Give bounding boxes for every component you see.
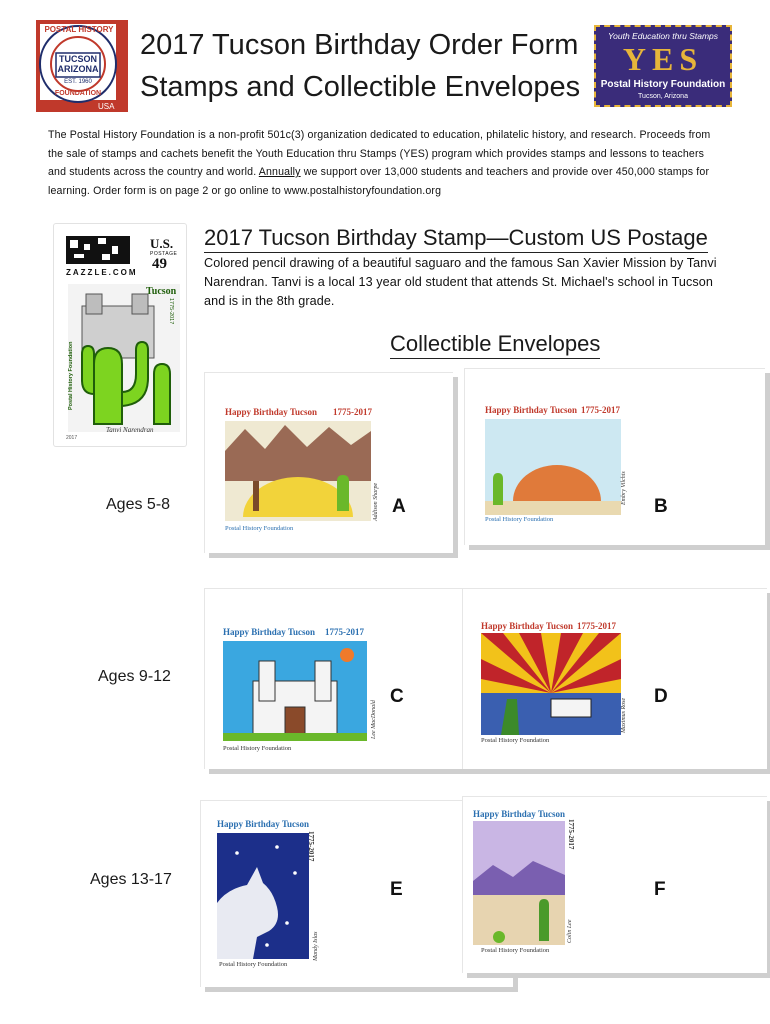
envelope-caption: Happy Birthday Tucson xyxy=(223,627,316,637)
intro-part-1: The Postal History Foundation is a non-profit 501c(3) organization dedicated to education, philatelic history, and research. Proceeds from the sale of stamps and cachets benefit the Youth Education thru Stamps (YES) program which provides stamps and lessons to teachers and students across the country and world. xyxy=(48,129,711,178)
envelope-letter: F xyxy=(654,879,666,900)
envelope-years: 1775-2017 xyxy=(577,621,616,631)
envelope-footer: Postal History Foundation xyxy=(481,947,550,954)
envelope-footer: Postal History Foundation xyxy=(481,737,550,744)
envelope-caption: Happy Birthday Tucson xyxy=(217,819,310,829)
envelope-card xyxy=(462,796,767,973)
envelope-years: 1775-2017 xyxy=(307,831,315,862)
logo-center-line1: TUCSON xyxy=(59,54,97,64)
envelope-artist: Mandy Islas xyxy=(313,931,319,961)
stamp-city: Tucson xyxy=(146,286,177,297)
stamp-heading: 2017 Tucson Birthday Stamp—Custom US Postage xyxy=(204,224,708,253)
stamp-value: 49 xyxy=(152,256,167,272)
stamp-artist: Tanvi Narendran xyxy=(106,426,154,434)
stamp-year: 2017 xyxy=(66,435,78,441)
envelope-years: 1775-2017 xyxy=(333,407,372,417)
intro-part-2: we support over 13,000 students and teachers and provide over 450,000 stamps for learning. Order form is on page 2 or go online to www.postalhistoryfoundation.org xyxy=(48,166,710,197)
stamp-description: Colored pencil drawing of a beautiful saguaro and the famous San Xavier Mission by Tanvi Narendran. Tanvi is a local 13 year old student that attends St. Michael's school in Tucson and is in the 8th grade. xyxy=(204,256,717,308)
stamp-side-text: Postal History Foundation xyxy=(68,341,74,410)
stamp-brand: ZAZZLE.COM xyxy=(66,268,138,277)
logo-bottom-text: FOUNDATION xyxy=(54,90,102,97)
envelope-caption: Happy Birthday Tucson xyxy=(481,621,574,631)
envelope-art xyxy=(473,821,565,945)
yes-logo-line2: Tucson, Arizona xyxy=(638,93,688,100)
intro-underlined: Annually xyxy=(258,166,301,178)
envelope-card xyxy=(204,588,463,769)
envelope-artist: Maximus Rose xyxy=(621,697,627,733)
title-line-1: 2017 Tucson Birthday Order Form xyxy=(140,29,579,61)
stamp-years: 1775-2017 xyxy=(168,298,174,325)
envelope-years: 1775-2017 xyxy=(325,627,364,637)
stamp-postage: POSTAGE xyxy=(150,251,178,257)
age-group-label: Ages 5-8 xyxy=(106,496,171,513)
envelope-letter: D xyxy=(654,686,668,707)
logo-center-line2: ARIZONA xyxy=(57,64,99,74)
yes-logo-big-text: YES xyxy=(622,41,704,77)
logo-est: EST. 1960 xyxy=(64,79,92,85)
age-group-label: Ages 13-17 xyxy=(90,871,172,888)
envelopes-heading: Collectible Envelopes xyxy=(390,330,600,359)
envelope-art xyxy=(217,833,309,959)
envelope-card xyxy=(462,588,767,769)
envelope-caption: Happy Birthday Tucson xyxy=(225,407,318,417)
yes-logo-line1: Postal History Foundation xyxy=(600,79,726,90)
envelope-caption: Happy Birthday Tucson xyxy=(485,405,578,415)
envelope-footer: Postal History Foundation xyxy=(223,745,292,752)
envelope-art xyxy=(485,419,621,515)
envelope-caption: Happy Birthday Tucson xyxy=(473,809,566,819)
envelope-letter: A xyxy=(392,496,406,517)
title-line-2: Stamps and Collectible Envelopes xyxy=(140,71,581,103)
age-group-label: Ages 9-12 xyxy=(98,668,171,685)
envelope-artist: Embry Vilchis xyxy=(621,471,627,505)
yes-logo xyxy=(594,25,732,107)
logo-corner-text: USA xyxy=(98,102,115,111)
envelope-years: 1775-2017 xyxy=(581,405,620,415)
stamp-us: U.S. xyxy=(150,236,174,251)
envelope-art xyxy=(225,421,371,521)
envelope-card xyxy=(464,368,765,545)
envelope-footer: Postal History Foundation xyxy=(219,961,288,968)
envelope-artist: Colin Lee xyxy=(567,919,573,943)
envelope-letter: B xyxy=(654,496,668,517)
postal-history-foundation-logo xyxy=(36,20,128,112)
envelope-years: 1775-2017 xyxy=(567,819,575,850)
envelope-letter: E xyxy=(390,879,403,900)
intro-paragraph xyxy=(48,126,720,200)
envelope-art xyxy=(481,633,621,735)
logo-top-text: POSTAL HISTORY xyxy=(44,25,114,34)
envelope-card xyxy=(204,372,453,553)
stamp-image xyxy=(54,224,186,446)
envelope-footer: Postal History Foundation xyxy=(485,516,554,523)
envelope-artist: Addison Sharpe xyxy=(373,482,379,521)
envelope-art xyxy=(223,641,367,741)
yes-logo-top-text: Youth Education thru Stamps xyxy=(607,31,719,41)
envelope-artist: Lee MacDonald xyxy=(371,700,377,739)
envelope-letter: C xyxy=(390,686,404,707)
envelope-footer: Postal History Foundation xyxy=(225,525,294,532)
